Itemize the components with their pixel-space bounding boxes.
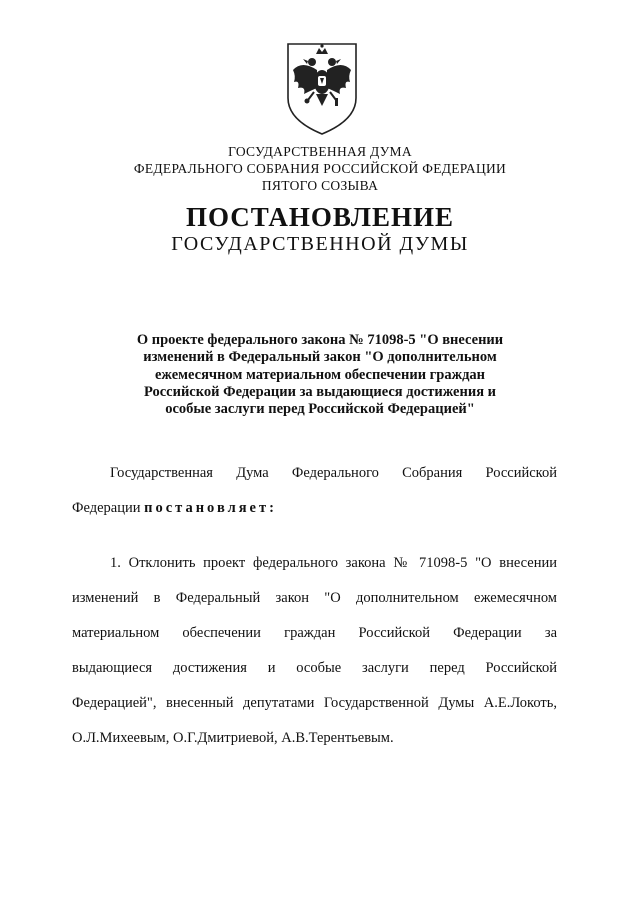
document-subtitle: ГОСУДАРСТВЕННОЙ ДУМЫ xyxy=(171,233,469,255)
item-line: выдающиеся достижения и особые заслуги перед Российской xyxy=(72,660,557,676)
subject-line: изменений в Федеральный закон "О дополнительном xyxy=(143,349,497,366)
double-headed-eagle-icon xyxy=(284,40,360,136)
subject-line: Российской Федерации за выдающиеся достижения и xyxy=(143,383,497,400)
org-line-1: ГОСУДАРСТВЕННАЯ ДУМА xyxy=(228,144,412,159)
item-line: материальном обеспечении граждан Российской Федерации за xyxy=(72,625,557,641)
item-line: Федерацией", внесенный депутатами Государственной Думы А.Е.Локоть, xyxy=(72,695,557,711)
subject-line: ежемесячном материальном обеспечении граждан xyxy=(154,366,486,383)
preamble-line: Государственная Дума Федерального Собрания Российской xyxy=(110,465,557,481)
subject-line: О проекте федерального закона № 71098-5 "О внесении xyxy=(136,332,504,348)
item-line: О.Л.Михеевым, О.Г.Дмитриевой, А.В.Терентьевым. xyxy=(72,730,394,746)
resolves-keyword: постановляет: xyxy=(144,500,277,516)
org-line-2: ФЕДЕРАЛЬНОГО СОБРАНИЯ РОССИЙСКОЙ ФЕДЕРАЦИИ xyxy=(133,161,507,176)
org-line-3: ПЯТОГО СОЗЫВА xyxy=(261,178,379,193)
preamble-prefix: Федерации xyxy=(72,500,141,516)
resolution-subject xyxy=(100,332,540,418)
subject-line: особые заслуги перед Российской Федерацией" xyxy=(165,401,475,418)
item-line: изменений в Федеральный закон "О дополнительном ежемесячном xyxy=(72,590,557,606)
item-line: 1. Отклонить проект федерального закона № 71098-5 "О внесении xyxy=(110,555,557,571)
document-title: ПОСТАНОВЛЕНИЕ xyxy=(185,202,455,232)
preamble-line xyxy=(72,500,557,520)
